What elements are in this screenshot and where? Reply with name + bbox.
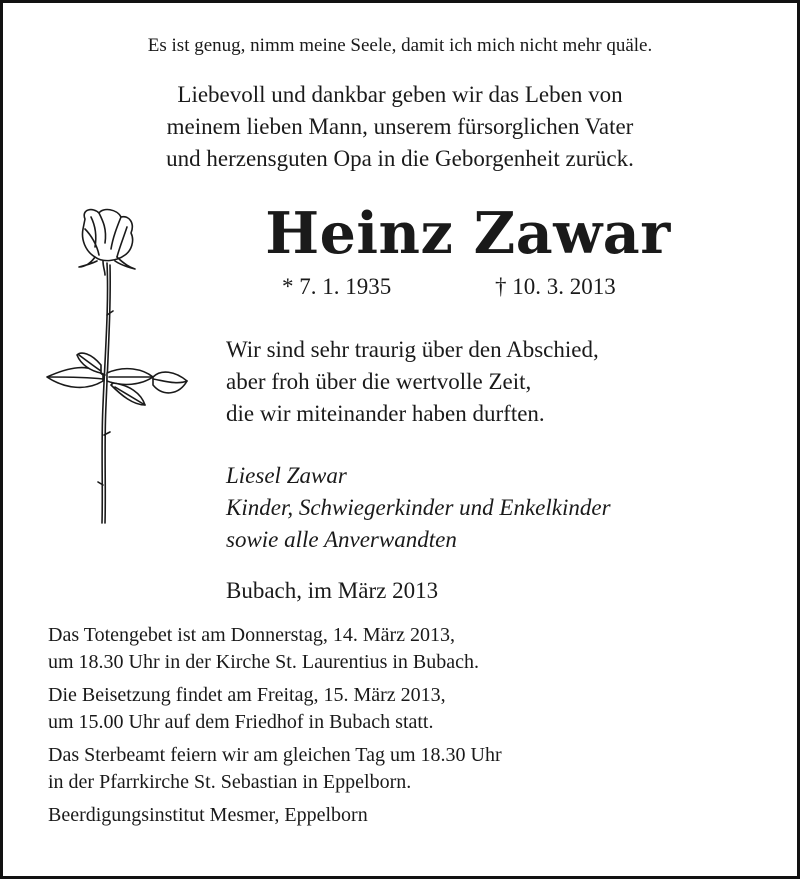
deceased-name: Heinz Zawar <box>265 200 671 267</box>
message-line: die wir miteinander haben durften. <box>226 401 545 426</box>
detail-line: Das Sterbeamt feiern wir am gleichen Tag um 18.30 Uhr <box>48 744 502 766</box>
detail-line: Die Beisetzung findet am Freitag, 15. März 2013, <box>48 684 446 706</box>
detail-line: Das Totengebet ist am Donnerstag, 14. März 2013, <box>48 624 456 646</box>
farewell-message <box>226 334 599 430</box>
detail-paragraph <box>48 682 502 736</box>
place-date: Bubach, im März 2013 <box>226 578 439 603</box>
detail-line: um 15.00 Uhr auf dem Friedhof in Bubach statt. <box>48 711 434 733</box>
mourner-line: sowie alle Anverwandten <box>226 527 457 552</box>
death-date: † 10. 3. 2013 <box>495 274 616 299</box>
detail-paragraph <box>48 802 502 829</box>
intro-line: meinem lieben Mann, unserem fürsorglichen Vater <box>166 114 634 139</box>
intro-text <box>3 79 797 175</box>
birth-date: * 7. 1. 1935 <box>282 274 392 299</box>
mourners-list <box>226 460 611 556</box>
mourner-line: Liesel Zawar <box>226 463 347 488</box>
intro-line: und herzensguten Opa in die Geborgenheit zurück. <box>166 146 634 171</box>
funeral-details <box>48 622 502 835</box>
intro-line: Liebevoll und dankbar geben wir das Leben von <box>177 82 623 107</box>
message-line: Wir sind sehr traurig über den Abschied, <box>226 337 599 362</box>
detail-line: um 18.30 Uhr in der Kirche St. Laurentius in Bubach. <box>48 651 480 673</box>
detail-paragraph <box>48 742 502 796</box>
detail-line: in der Pfarrkirche St. Sebastian in Eppelborn. <box>48 771 412 793</box>
detail-line: Beerdigungsinstitut Mesmer, Eppelborn <box>48 804 368 826</box>
rose-icon <box>41 205 191 535</box>
motto: Es ist genug, nimm meine Seele, damit ich mich nicht mehr quäle. <box>147 35 653 56</box>
message-line: aber froh über die wertvolle Zeit, <box>226 369 532 394</box>
detail-paragraph <box>48 622 502 676</box>
mourner-line: Kinder, Schwiegerkinder und Enkelkinder <box>226 495 611 520</box>
